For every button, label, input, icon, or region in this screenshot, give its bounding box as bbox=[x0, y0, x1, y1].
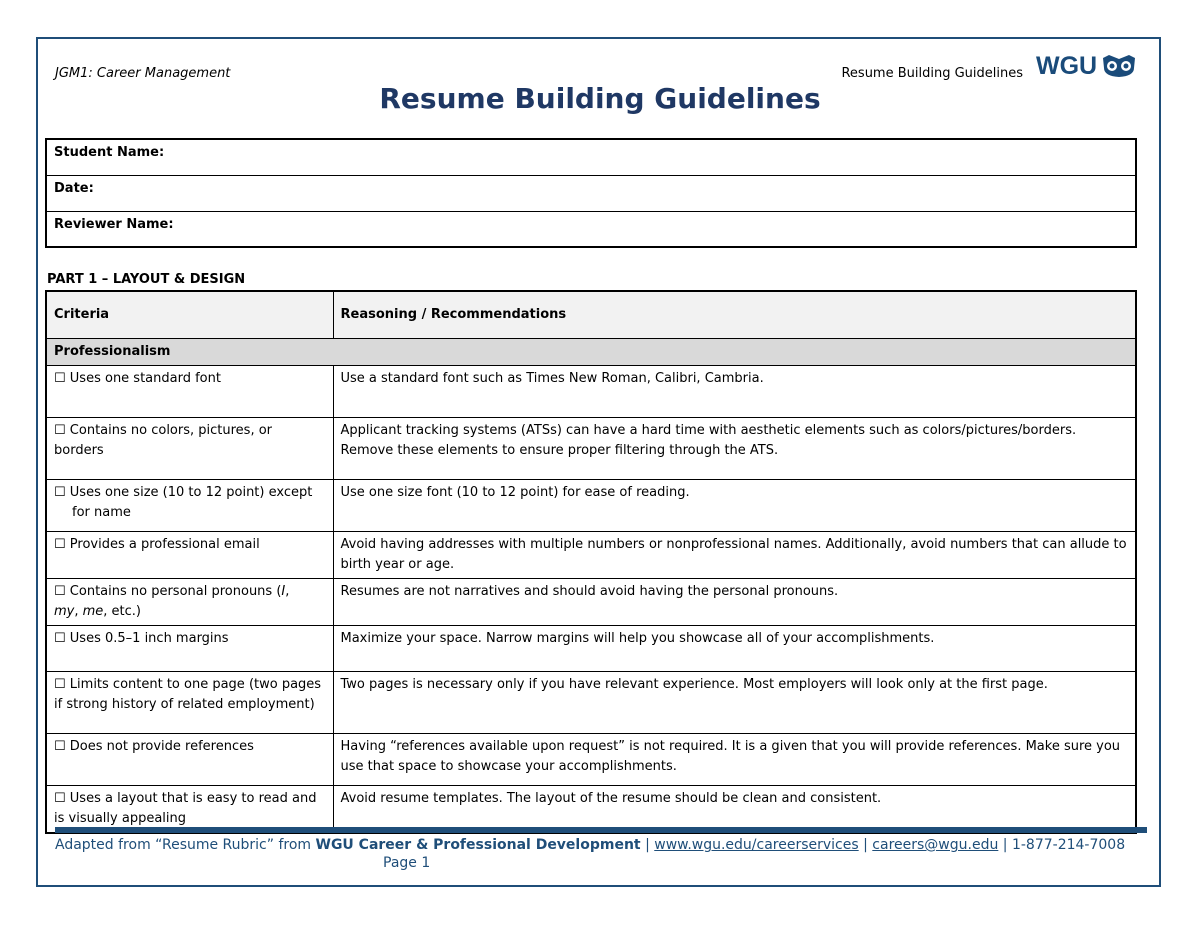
checkbox-icon[interactable]: ☐ bbox=[54, 790, 66, 806]
criteria-text: Does not provide references bbox=[69, 738, 254, 754]
criteria-header: Criteria bbox=[46, 291, 333, 338]
part-heading: PART 1 – LAYOUT & DESIGN bbox=[47, 272, 246, 287]
table-row bbox=[46, 531, 1136, 578]
checkbox-icon[interactable]: ☐ bbox=[54, 484, 66, 500]
criteria-text: Contains no colors, pictures, or borders bbox=[54, 422, 273, 458]
checkbox-icon[interactable]: ☐ bbox=[54, 738, 66, 754]
table-row bbox=[46, 733, 1136, 785]
reason-cell: Two pages is necessary only if you have relevant experience. Most employers will look only at the first page. bbox=[333, 671, 1136, 733]
table-row bbox=[46, 417, 1136, 479]
criteria-cell[interactable]: ☐ Contains no personal pronouns (I, my, me, etc.) bbox=[46, 578, 333, 625]
reason-cell: Resumes are not narratives and should avoid having the personal pronouns. bbox=[333, 578, 1136, 625]
pronoun-me: me bbox=[82, 603, 104, 619]
criteria-cell[interactable] bbox=[46, 785, 333, 833]
reason-cell: Use a standard font such as Times New Roman, Calibri, Cambria. bbox=[333, 365, 1136, 417]
reason-cell: Having “references available upon request” is not required. It is a given that you will provide references. Make sure you use that space to showcase your accomplishments. bbox=[333, 733, 1136, 785]
table-row bbox=[46, 625, 1136, 671]
criteria-text: Provides a professional email bbox=[69, 536, 260, 552]
footer-org: WGU Career & Professional Development bbox=[315, 837, 641, 853]
criteria-text: Limits content to one page (two pages if strong history of related employment) bbox=[54, 676, 322, 712]
date-field[interactable]: Date: bbox=[46, 175, 1136, 211]
checkbox-icon[interactable]: ☐ bbox=[54, 583, 66, 599]
pronoun-i: I bbox=[281, 583, 286, 599]
checkbox-icon[interactable]: ☐ bbox=[54, 630, 66, 646]
reviewer-name-field[interactable]: Reviewer Name: bbox=[54, 216, 174, 232]
criteria-text-post: , etc.) bbox=[103, 603, 142, 619]
table-row bbox=[46, 671, 1136, 733]
criteria-text: Contains no personal pronouns ( bbox=[69, 583, 282, 599]
pronoun-my: my bbox=[54, 603, 75, 619]
criteria-text: Uses one size (10 to 12 point) except bbox=[69, 484, 313, 500]
owl-icon bbox=[1101, 54, 1137, 78]
criteria-cell[interactable] bbox=[46, 733, 333, 785]
checkbox-icon[interactable]: ☐ bbox=[54, 370, 66, 386]
footer-sep: | bbox=[858, 837, 873, 853]
checkbox-icon[interactable]: ☐ bbox=[54, 676, 66, 692]
course-label: JGM1: Career Management bbox=[55, 66, 231, 81]
criteria-cell[interactable] bbox=[46, 417, 333, 479]
criteria-cell[interactable] bbox=[46, 531, 333, 578]
criteria-table bbox=[45, 290, 1137, 834]
reason-cell: Avoid resume templates. The layout of the resume should be clean and consistent. bbox=[333, 785, 1136, 833]
table-row bbox=[46, 578, 1136, 625]
page-title: Resume Building Guidelines bbox=[379, 82, 821, 115]
page-number: Page 1 bbox=[383, 855, 431, 871]
footer bbox=[55, 836, 1147, 855]
checkbox-icon[interactable]: ☐ bbox=[54, 536, 66, 552]
reasoning-header: Reasoning / Recommendations bbox=[333, 291, 1136, 338]
student-name-field[interactable]: Student Name: bbox=[46, 139, 1136, 175]
criteria-cell[interactable] bbox=[46, 671, 333, 733]
wgu-logo bbox=[1036, 52, 1146, 80]
reason-cell: Avoid having addresses with multiple numbers or nonprofessional names. Additionally, avoid numbers that can allude to birth year or age. bbox=[333, 531, 1136, 578]
reason-cell: Use one size font (10 to 12 point) for ease of reading. bbox=[333, 479, 1136, 531]
logo-text: WGU bbox=[1036, 51, 1098, 80]
criteria-text: Uses one standard font bbox=[69, 370, 221, 386]
checkbox-icon[interactable]: ☐ bbox=[54, 422, 66, 438]
footer-prefix: Adapted from “Resume Rubric” from bbox=[55, 837, 316, 853]
table-row bbox=[46, 365, 1136, 417]
criteria-text-cont: for name bbox=[72, 504, 131, 520]
criteria-cell[interactable] bbox=[46, 625, 333, 671]
table-row bbox=[46, 479, 1136, 531]
reason-cell: Applicant tracking systems (ATSs) can have a hard time with aesthetic elements such as colors/pictures/borders. Remove these elements to ensure proper filtering through the ATS. bbox=[333, 417, 1136, 479]
criteria-text: Uses a layout that is easy to read and is visually appealing bbox=[54, 790, 317, 826]
reason-cell: Maximize your space. Narrow margins will help you showcase all of your accomplishments. bbox=[333, 625, 1136, 671]
student-info-table bbox=[45, 138, 1137, 248]
footer-phone: | 1-877-214-7008 bbox=[998, 837, 1126, 853]
criteria-text: Uses 0.5–1 inch margins bbox=[69, 630, 229, 646]
footer-sep: | bbox=[640, 837, 655, 853]
doc-label: Resume Building Guidelines bbox=[841, 66, 1023, 81]
footer-rule bbox=[55, 827, 1147, 833]
criteria-cell[interactable] bbox=[46, 365, 333, 417]
section-professionalism: Professionalism bbox=[46, 338, 1136, 365]
email-link[interactable]: careers@wgu.edu bbox=[872, 837, 999, 853]
careerservices-link[interactable]: www.wgu.edu/careerservices bbox=[654, 837, 859, 853]
criteria-cell[interactable] bbox=[46, 479, 333, 531]
table-row bbox=[46, 785, 1136, 833]
